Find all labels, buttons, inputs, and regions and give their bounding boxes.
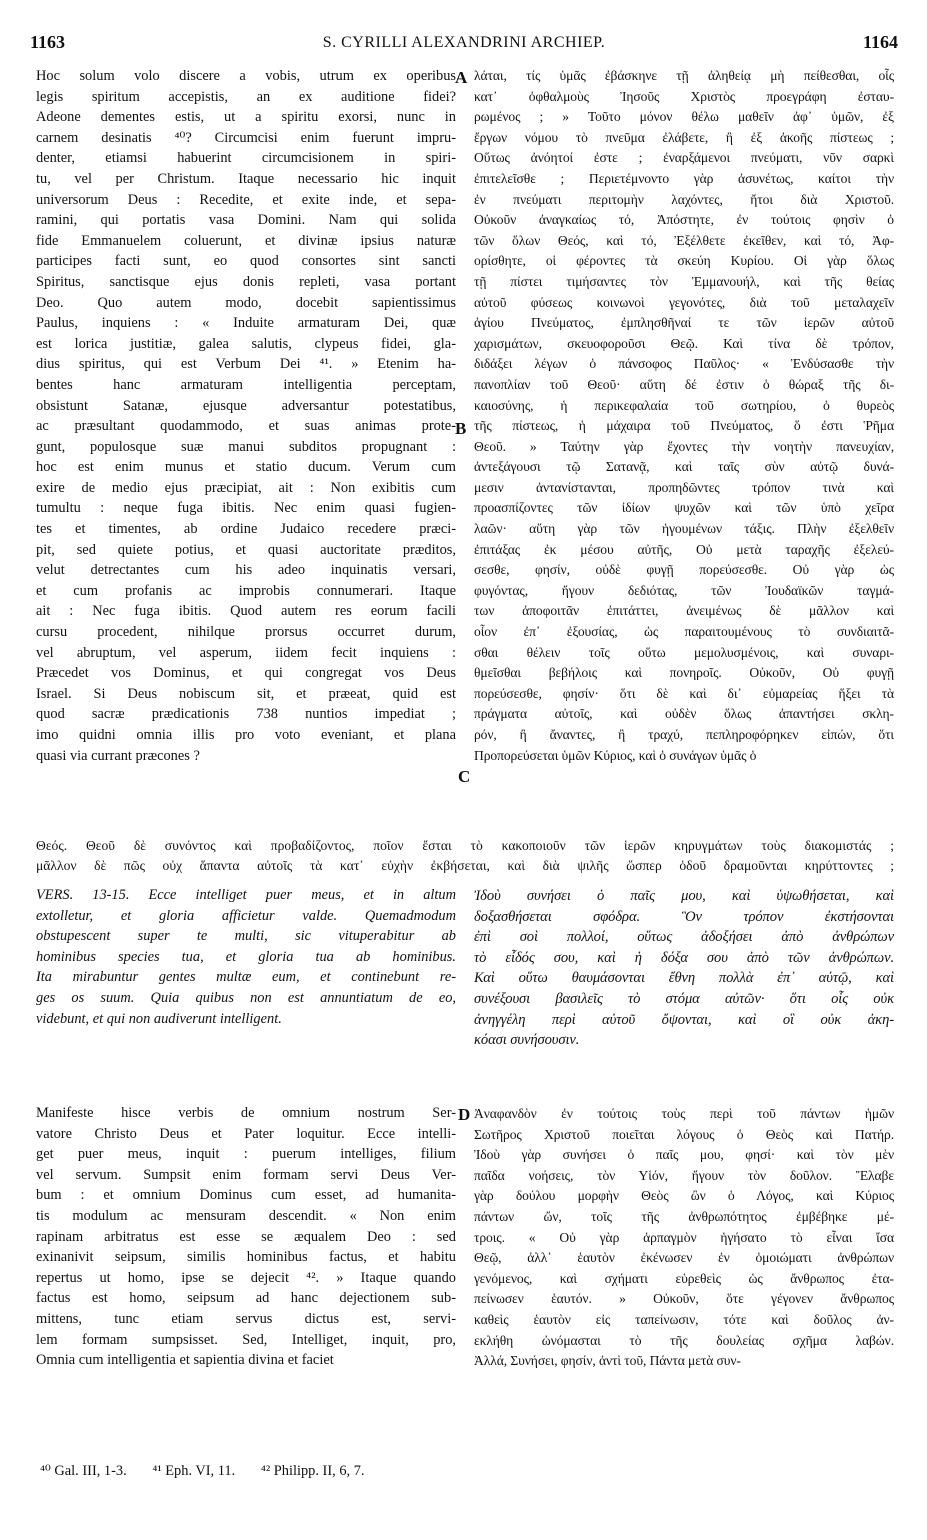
latin-text-line: Præcedet vos Dominus, et qui congregat vos Deus [36, 665, 456, 682]
greek-verse-line: συνέξουσι βασιλεῖς τὸ στόμα αὐτῶν· ὅτι οἷς οὐκ [474, 990, 894, 1007]
greek-text-line: τῆς πίστεως, ἡ μάχαιρα τοῦ Πνεύματος, ὅ ἐστι Ῥῆμα [474, 418, 894, 434]
latin-text-line: cursu procedent, nihilque prorsus occurret durum, [36, 624, 456, 641]
latin-text-line: fide Emmanuelem coluerunt, et divinæ ipsius naturæ [36, 232, 456, 249]
greek-text-line: Οὐκοῦν ἀναγκαίως τό, Ἀπόστητε, ἐν τούτοις φησὶν ὁ [474, 212, 894, 228]
latin-text-line: dius spiritus, qui est Verbum Dei ⁴¹. » Etenim ha- [36, 356, 456, 373]
greek-text-line: καθεὶς ἑαυτὸν εἰς ταπείνωσιν, τότε καὶ δοῦλος ἀν- [474, 1311, 894, 1327]
latin-text-line: get puer meus, inquit : puerum intelliges, filium [36, 1146, 456, 1163]
latin-text-line: imo quidni omnia illis pro voto eveniant, et plana [36, 727, 456, 743]
greek-text-line: σεσθε, φησίν, οὐδὲ φυγῇ πορεύσεσθε. Οὐ γὰρ ὡς [474, 562, 894, 578]
latin-text-line: pit, sed quiete potius, et quasi auctoritate præditos, [36, 541, 456, 558]
greek-text-line: τροις. « Οὐ γὰρ ἁρπαγμὸν ἡγήσατο τὸ εἶναι ἴσα [474, 1229, 894, 1245]
greek-text-line: Θεοῦ. » Ταύτην γὰρ ἔχοντες τὴν νοητὴν πανευχίαν, [474, 438, 894, 454]
latin-verse-line: ges os suum. Quia quibus non est annuntiatum de eo, [36, 989, 456, 1006]
greek-text-line: Θεός. Θεοῦ δὲ συνόντος καὶ προβαδίζοντος, ποῖον ἔσται τὸ κακοποιοῦν τῶν ἱερῶν κηρυγμάτων τοὺς διακομιστάς ; [36, 838, 894, 853]
latin-text-line: tis modulum ac mensuram descendit. « Non enim [36, 1207, 456, 1224]
greek-text-line: θμεῖσθαι βεβήλοις καὶ πονηροῖς. Οὐκοῦν, Οὐ φυγῇ [474, 665, 894, 681]
section-marker-b: B [455, 419, 467, 438]
greek-text-line: πάντων ὤν, τοῖς τῆς ἀνθρωπότητος ἐμβέβηκε μέ- [474, 1208, 894, 1224]
greek-verse-block [474, 885, 894, 1050]
greek-verse-line: ἀνηγγέλη περὶ αὐτοῦ ὄψονται, καὶ οἳ οὐκ ἀκη- [474, 1011, 894, 1028]
latin-text-line: ramini, qui portatis vasa Domini. Nam qui solida [36, 212, 456, 229]
greek-text-line: λαῶν· αὕτη γὰρ τῶν ἡγουμένων τάξις. Πλὴν ἐξελθεῖν [474, 521, 894, 537]
latin-text-line: ac præsultant quodammodo, et suas animas prote- [36, 418, 456, 435]
latin-verse-line: extolletur, et gloria afficietur valde. Quemadmodum [36, 907, 456, 924]
latin-text-line: Israel. Si Deus nobiscum sit, et præeat, quid est [36, 685, 456, 702]
greek-text-line: φυγόντας, ἤγουν δεδιότας, τῶν Ἰουδαϊκῶν ταγμά- [474, 582, 894, 598]
greek-column-bottom [474, 1103, 894, 1371]
greek-text-line: χαρισμάτων, σκευοφοροῦσι Θεῷ. Καὶ τίνα δὲ τρόπον, [474, 335, 894, 351]
greek-text-line: πείνωσεν ἑαυτόν. » Οὐκοῦν, ὅτε γέγονεν ἄνθρωπος [474, 1291, 894, 1307]
greek-text-line: ρωμένος ; » Τοῦτο μόνον θέλω μαθεῖν ἀφ᾽ ὑμῶν, ἐξ [474, 109, 894, 125]
greek-text-line: Ἰδοὺ γὰρ συνήσει ὁ παῖς μου, φησί· καὶ τὸν μὲν [474, 1147, 894, 1163]
greek-verse-line: Ἰδοὺ συνήσει ὁ παῖς μου, καὶ ὑψωθήσεται, καὶ [474, 888, 894, 904]
footnote-42: ⁴² Philipp. II, 6, 7. [260, 1463, 365, 1479]
latin-text-line: est lorica justitiæ, galea salutis, clypeus fidei, gla- [36, 335, 456, 352]
greek-text-line: εκλήθη ὠνόμασται τὸ τῆς δουλείας σχῆμα λαβών. [474, 1332, 894, 1348]
greek-text-line: ἐπιτάξας ἐκ μέσου αὐτῆς, Οὐ μετὰ ταραχῆς ἐξελεύ- [474, 541, 894, 557]
greek-text-line: παῖδα νοήσεις, τὸν Υἱόν, ἤγουν τὸν δοῦλον. Ἔλαβε [474, 1167, 894, 1183]
latin-text-line: mittens, tunc etiam servus dictus est, servi- [36, 1310, 456, 1327]
latin-verse-line: VERS. 13-15. Ecce intelliget puer meus, et in altum [36, 887, 456, 903]
latin-text-line: et cum profanis ac improbis connumerari. Itaque [36, 582, 456, 599]
latin-text-line: tes et timentes, ab ordine Judaico recedere præci- [36, 521, 456, 538]
greek-text-line: Θεῷ, ἀλλ᾽ ἑαυτὸν ἐκένωσεν ἐν ὁμοιώματι ἀνθρώπων [474, 1250, 894, 1266]
latin-text-line: exire de medio ejus præcipiat, ait : Non exibitis cum [36, 479, 456, 496]
greek-text-line: διδάξει λέγων ὁ πάνσοφος Παῦλος· « Ἐνδύσασθε τὴν [474, 356, 894, 372]
latin-text-line: obsistunt Satanæ, ejusque adversantur potestatibus, [36, 397, 456, 414]
greek-text-line: πορεύσεσθε, φησίν· ὅτι δὲ καὶ δι᾽ εὐμαρείας ἥξει τὰ [474, 685, 894, 701]
greek-text-line: κατ᾽ ὀφθαλμοὺς Ἰησοῦς Χριστὸς προεγράφη ἐσταυ- [474, 88, 894, 104]
greek-full-width-lines [36, 836, 894, 876]
latin-text-line: Omnia cum intelligentia et sapientia divina et faciet [36, 1352, 334, 1369]
section-marker-d: D [458, 1105, 471, 1124]
latin-text-line: tumultu : neque fuga ibitis. Nec enim quasi fugien- [36, 500, 456, 517]
latin-text-line: velut detrectantes cum his adeo inquinatis versari, [36, 562, 456, 579]
footnote-41: ⁴¹ Eph. VI, 11. [152, 1463, 236, 1479]
greek-text-line: σθαι θέλειν τοῖς οὕτω μεμολυσμένοις, καὶ συναρι- [474, 644, 894, 660]
greek-text-line: αὐτοῦ φύσεως κοινωνοὶ γεγονότες, διὰ τοῦ μεταλαχεῖν [474, 294, 894, 310]
latin-text-line: hoc est enim munus et statio ducum. Verum cum [36, 459, 456, 476]
greek-text-line: πράγματα αὐτοῖς, καὶ οὐδὲν ὅλως ἀπαντήσει σκλη- [474, 706, 894, 722]
greek-text-line: καιοσύνης, ἡ περικεφαλαία τοῦ σωτηρίου, ὁ θυρεὸς [474, 397, 894, 413]
greek-text-line: ἔργων νόμου τὸ πνεῦμα ἐλάβετε, ἢ ἐξ ἀκοῆς πίστεως ; [474, 129, 894, 145]
latin-text-line: factus est homo, seipsum ad hanc dejectionem sub- [36, 1290, 456, 1307]
footnote-40: ⁴⁰ Gal. III, 1-3. [40, 1463, 127, 1479]
latin-text-line: ait : Nec fuga ibitis. Quod autem res eorum facili [36, 603, 456, 620]
left-page-number: 1163 [30, 32, 66, 52]
greek-verse-line: κόασι συνήσουσιν. [474, 1032, 580, 1049]
latin-text-line: denter, etiamsi habuerint circumcisionem in spiri- [36, 150, 456, 167]
latin-text-line: Spiritus, sanctisque ejus donis repleti, vasa portant [36, 273, 456, 290]
latin-text-line: bum : et omnium Dominus cum esset, ad humanita- [36, 1187, 456, 1204]
latin-text-line: carnem desinatis ⁴⁰? Circumcisi enim fuerunt impru- [36, 129, 456, 146]
latin-text-line: participes facti sunt, eo quod consortes sint sancti [36, 253, 456, 270]
greek-text-line: γενόμενος, καὶ σχήματι εὑρεθεὶς ὡς ἄνθρωπος ἐτα- [474, 1270, 894, 1286]
greek-verse-line: τὸ εἶδός σου, καὶ ἡ δόξα σου ἀπὸ τῶν ἀνθρώπων. [474, 949, 894, 966]
greek-text-line: μᾶλλον δὲ πῶς οὐχ ἅπαντα αὐτοῖς τὰ κατ᾽ εὐχὴν ἐκβήσεται, καὶ διὰ ψιλῆς ὥσπερ ὁδοῦ δραμοῦνται κηρύττοντες ; [36, 858, 894, 873]
greek-text-line: τῇ πίστει τιμήσαντες τὸν Ἐμμανουήλ, καὶ τῆς θείας [474, 273, 894, 289]
latin-text-line: bentes hanc armaturam intelligentia perceptam, [36, 376, 456, 393]
latin-verse-line: hominibus species tua, et gloria tua ab hominibus. [36, 948, 456, 965]
latin-text-line: universorum Deus : Recedite, et exite inde, et sepa- [36, 191, 456, 208]
running-title: S. CYRILLI ALEXANDRINI ARCHIEP. [322, 34, 606, 51]
latin-text-line: Adeone dementes estis, ut a spiritu exorsi, nunc in [36, 109, 456, 126]
section-marker-a: A [455, 68, 468, 87]
latin-verse-line: videbunt, et qui non audiverunt intelligent. [36, 1010, 282, 1027]
latin-text-line: vel servum. Sumpsit enim formam servi Deus Ver- [36, 1166, 456, 1183]
greek-verse-line: Καὶ οὕτω θαυμάσονται ἔθνη πολλὰ ἐπ᾽ αὐτῷ, καὶ [474, 970, 894, 987]
greek-column-top [474, 66, 894, 766]
greek-text-line: Σωτῆρος Χριστοῦ ποιεῖται λόγους ὁ Θεὸς καὶ Πατήρ. [474, 1126, 894, 1142]
greek-text-line: ρόν, ἢ ἄναντες, ἢ τραχύ, πεπληροφόρηκεν εἰπών, ὅτι [474, 727, 894, 742]
latin-text-line: Deo. Quo autem modo, docebit sapientissimus [36, 294, 456, 311]
greek-text-line: ἐπιτελεῖσθε ; Περιετέμνοντο γὰρ ἀσυνέτως, καίτοι τὴν [474, 170, 894, 186]
latin-verse-block [36, 885, 456, 1029]
latin-text-line: lem formam sumpsisset. Sed, Intelliget, inquit, pro, [36, 1331, 456, 1348]
latin-text-line: gunt, populosque suæ manui subditos propugnant : [36, 438, 456, 455]
latin-text-line: Paulus, inquiens : « Induite armaturam Dei, quæ [36, 315, 456, 332]
greek-text-line: λάται, τίς ὑμᾶς ἐβάσκηνε τῇ ἀληθείᾳ μὴ πείθεσθαι, οἷς [474, 68, 894, 83]
latin-text-line: quasi via currant præcones ? [36, 747, 200, 764]
latin-verse-line: obstupescent super te multi, sic vituperabitur ab [36, 928, 456, 945]
latin-text-line: quod sacræ prædicationis 738 nuntios impediat ; [36, 706, 456, 723]
greek-text-line: πανοπλίαν τοῦ Θεοῦ· αὕτη δέ ἐστιν ὁ θώραξ τῆς δι- [474, 376, 894, 392]
section-marker-c: C [458, 767, 471, 786]
latin-text-line: rapinam arbitratus est esse se æqualem Deo : sed [36, 1228, 456, 1245]
greek-text-line: ἐν πνεύματι περιτομὴν λαχόντες, ἤτοι διὰ Χριστοῦ. [474, 191, 894, 207]
right-page-number: 1164 [862, 32, 898, 52]
greek-verse-line: δοξασθήσεται σφόδρα. Ὃν τρόπον ἐκστήσονται [474, 908, 894, 925]
latin-text-line: vatore Christo Deus et Pater loquitur. Ecce intelli- [36, 1125, 456, 1142]
greek-text-line: μεσιν ἀντανίστανται, προπηδῶντες τρόπον τινὰ καὶ [474, 479, 894, 495]
greek-text-line: ἀντεξάγουσι τῷ Σατανᾷ, καὶ ταῖς σὺν αὐτῷ δυνά- [474, 459, 894, 475]
greek-verse-line: ἐπὶ σοὶ πολλοί, οὕτως ἀδοξήσει ἀπὸ ἀνθρώπων [474, 929, 894, 946]
greek-text-line: Οὕτως ἀνόητοί ἐστε ; ἐναρξάμενοι πνεύματι, νῦν σαρκὶ [474, 150, 894, 166]
greek-text-line: τῶν ὅλων Θεός, καὶ τό, Ἐξέλθετε ἐκεῖθεν, καὶ τό, Ἀφ- [474, 232, 894, 248]
greek-text-line: Ἀναφανδὸν ἐν τούτοις τοὺς περὶ τοῦ πάντων ἡμῶν [474, 1106, 894, 1121]
greek-text-line: ἁγίου Πνεύματος, ἐμπλησθῆναί τε τῶν ἱερῶν αὐτοῦ [474, 315, 894, 331]
greek-text-line: οἷον ἐπ᾽ ἐξουσίας, ὡς παραιτουμένους τὸ συνδιαιτᾶ- [474, 624, 894, 640]
greek-text-line: των ἀποφοιτᾶν ἐπιτάττει, ἀνειμένως δὲ μᾶλλον καὶ [474, 603, 894, 619]
greek-text-line: Ἀλλά, Συνήσει, φησίν, ἀντὶ τοῦ, Πάντα μετὰ συν- [474, 1353, 741, 1369]
latin-column-top [36, 66, 456, 766]
latin-text-line: tu, vel per Christum. Itaque necessario hic inquit [36, 170, 456, 187]
greek-text-line: προασπίζοντες τῶν ἰδίων ψυχῶν καὶ τῶν ὑπὸ χεῖρα [474, 500, 894, 516]
latin-text-line: legis spiritum accepistis, an ex auditione fidei? [36, 88, 456, 105]
greek-text-line: γὰρ δούλου μορφὴν Θεὸς ὢν ὁ Λόγος, καὶ Κύριος [474, 1188, 894, 1204]
footnotes [40, 1463, 387, 1480]
latin-text-line: exinanivit seipsum, similis hominibus factus, et habitu [36, 1249, 456, 1266]
latin-column-bottom [36, 1103, 456, 1371]
latin-text-line: Manifeste hisce verbis de omnium nostrum Ser- [36, 1105, 456, 1121]
greek-text-line: ορίσθητε, οἱ φέροντες τὰ σκεύη Κυρίου. Οἱ γὰρ ὅλως [474, 253, 894, 269]
latin-verse-line: Ita mirabuntur gentes multæ eum, et continebunt re- [36, 969, 456, 986]
latin-text-line: Hoc solum volo discere a vobis, utrum ex operibus [36, 68, 456, 84]
latin-text-line: repertus ut homo, ipse se dejecit ⁴². » Itaque quando [36, 1269, 456, 1286]
greek-text-line: Προπορεύσεται ὑμῶν Κύριος, καὶ ὁ συνάγων ὑμᾶς ὁ [474, 747, 757, 763]
page-header [30, 32, 898, 56]
latin-text-line: vel abruptum, vel asperum, iidem fecit inquiens : [36, 644, 456, 661]
